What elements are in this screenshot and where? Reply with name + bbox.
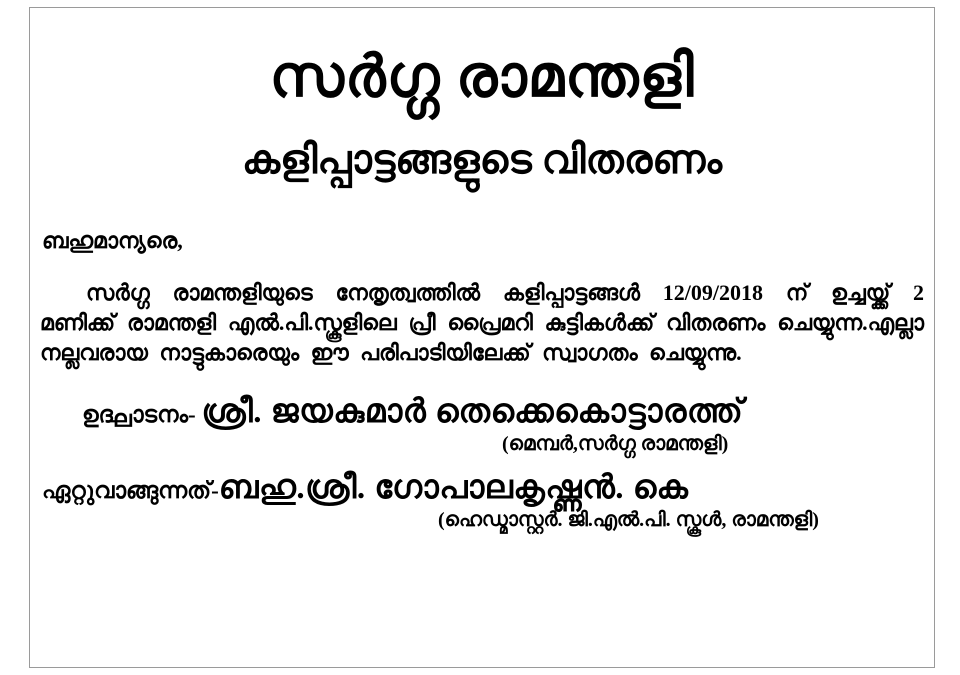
receiving-line	[40, 470, 924, 507]
receiving-designation: (ഹെഡ്മാസ്റ്റർ. ജി.എൽ.പി. സ്കൂൾ, രാമന്തളി)	[438, 509, 819, 532]
inauguration-name: ശ്രീ. ജയകുമാർ തെക്കെകൊട്ടാരത്ത്	[201, 394, 744, 431]
inauguration-line	[40, 394, 924, 431]
receiving-label: ഏറ്റുവാങ്ങുന്നത്-	[42, 478, 219, 504]
receiving-name: ബഹു.ശ്രീ. ഗോപാലകൃഷ്ണൻ. കെ	[218, 470, 689, 507]
flyer-title: സർഗ്ഗ രാമന്തളി	[269, 44, 695, 109]
flyer-document	[29, 7, 935, 668]
inauguration-designation: (മെമ്പർ,സർഗ്ഗ രാമന്തളി)	[502, 433, 729, 456]
body-paragraph: സർഗ്ഗ രാമന്തളിയുടെ നേതൃത്വത്തിൽ കളിപ്പാട്ടങ്ങൾ 12/09/2018 ന് ഉച്ചയ്ക്ക് 2 മണിക്ക് രാമന്തളി എൽ.പി.സ്കൂളിലെ പ്രീ പ്രൈമറി കുട്ടികൾക്ക് വിതരണം ചെയ്യുന്ന.എല്ലാ നല്ലവരായ നാട്ടുകാരെയും ഈ പരിപാടിയിലേക്ക് സ്വാഗതം ചെയ്യുന്നു.	[40, 280, 924, 366]
inauguration-label: ഉദ്ഘാടനം-	[82, 402, 202, 428]
salutation-text: ബഹുമാന്യരെ,	[42, 228, 183, 254]
flyer-subtitle: കളിപ്പാട്ടങ്ങളുടെ വിതരണം	[241, 137, 723, 183]
